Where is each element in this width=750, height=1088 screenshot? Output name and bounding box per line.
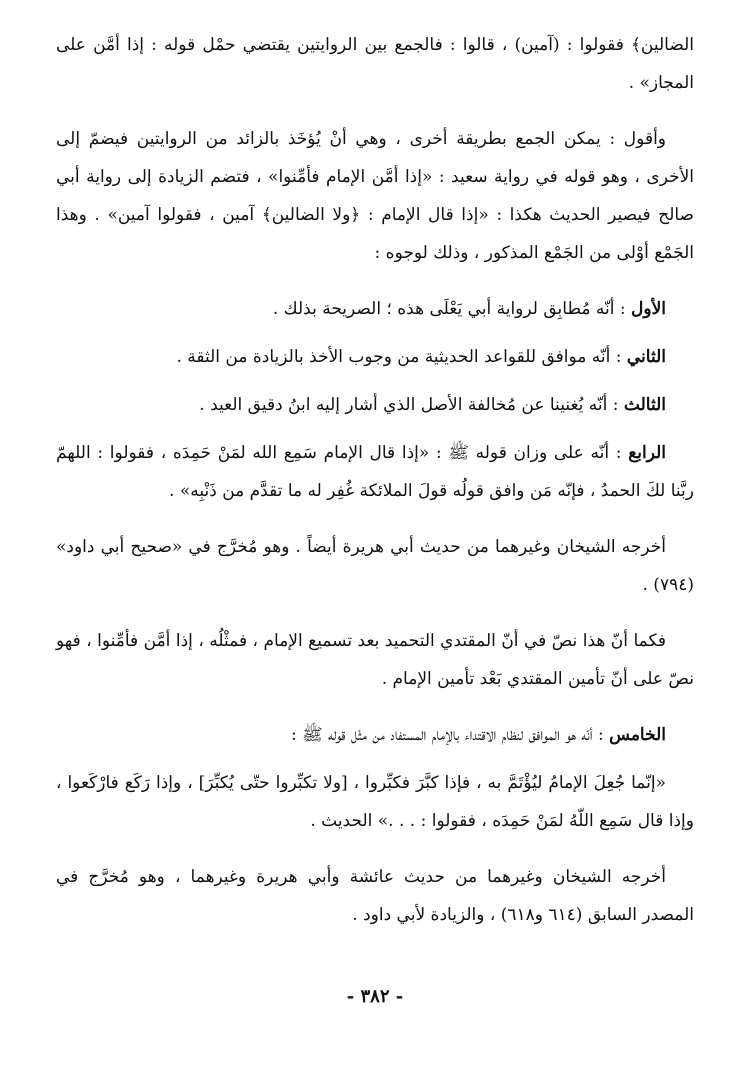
reason-fourth-text: : أنّه على وزان قوله ﷺ : «إذا قال الإمام سَمِع الله لمَنْ حَمِدَه ، فقولوا : اللهمّ ربَّنا لكَ الحمدُ ، فإنّه مَن وافق قولُه قولَ الملائكة غُفِر له ما تقدَّم من ذَنْبِه» . <box>56 443 694 501</box>
paragraph-1-text: الضالين﴾ فقولوا : (آمين) ، قالوا : فالجمع بين الروايتين يقتضي حمْل قوله : إذا أمَّن على المجاز» . <box>56 35 694 93</box>
paragraph-takhrij-1-text: أخرجه الشيخان وغيرهما من حديث أبي هريرة أيضاً . وهو مُخرَّج في «صحيح أبي داود» (٧٩٤) . <box>56 537 694 595</box>
reason-fourth-lead: الرابع <box>628 443 666 463</box>
reason-fourth <box>56 434 694 510</box>
reason-first-lead: الأول <box>631 299 666 319</box>
paragraph-2 <box>56 120 694 272</box>
page-number: - ٣٨٢ - <box>346 986 404 1007</box>
reason-first <box>56 290 694 328</box>
paragraph-2-text: وأقول : يمكن الجمع بطريقة أخرى ، وهي أنْ يُؤخَذ بالزائد من الروايتين فيضمّ إلى الأخرى ، وهو قوله في رواية سعيد : «إذا أمَّن الإمام فأمِّنوا» ، فتضم الزيادة إلى رواية أبي صالح فيصير الحديث هكذا : «إذا قال الإمام : ﴿ولا الضالين﴾ آمين ، فقولوا آمين» . وهذا الجَمْع أوْلى من الجَمْع المذكور ، وذلك لوجوه : <box>56 129 694 263</box>
reason-third-text: : أنّه يُغنينا عن مُخالفة الأصل الذي أشار إليه ابنُ دقيق العيد . <box>199 395 624 415</box>
reason-first-text: : أنّه مُطابِق لرواية أبي يَعْلَى هذه ؛ الصريحة بذلك . <box>272 299 632 319</box>
paragraph-1 <box>56 26 694 102</box>
reason-third-lead: الثالث <box>623 395 666 415</box>
paragraph-analogy-text: فكما أنّ هذا نصّ في أنّ المقتدي التحميد بعد تسميع الإمام ، فمثْلُه ، إذا أمَّن فأمِّنوا ، فهو نصّ على أنّ تأمين المقتدي بَعْد تأمين الإمام . <box>56 631 694 689</box>
paragraph-takhrij-1 <box>56 528 694 604</box>
reason-third <box>56 386 694 424</box>
paragraph-takhrij-2-text: أخرجه الشيخان وغيرهما من حديث عائشة وأبي هريرة وغيرهما ، وهو مُخرَّج في المصدر السابق (٦١٤ و٦١٨) ، والزيادة لأبي داود . <box>56 867 694 925</box>
reason-fifth <box>56 716 694 754</box>
hadith-quote-text: «إنّما جُعِلَ الإمامُ ليُؤْتَمَّ به ، فإذا كبَّرَ فكبِّروا ، [ولا تكبِّروا حتّى يُكبِّرَ] ، وإذا رَكَع فارْكَعوا ، وإذا قال سَمِع اللّهُ لمَنْ حَمِدَه ، فقولوا : . . .» الحديث . <box>56 773 694 831</box>
paragraph-takhrij-2 <box>56 858 694 934</box>
reason-fifth-lead: الخامس <box>609 725 666 745</box>
reason-second-text: : أنّه موافق للقواعد الحديثية من وجوب الأخذ بالزيادة من الثقة . <box>176 347 627 367</box>
hadith-quote <box>56 764 694 840</box>
reason-second-lead: الثاني <box>626 347 666 367</box>
paragraph-analogy <box>56 622 694 698</box>
reason-fifth-text: : أنّه هو الموافق لنظام الاقتداء بالإمام المستفاد من مثْل قوله ﷺ : <box>291 725 610 745</box>
reason-second <box>56 338 694 376</box>
